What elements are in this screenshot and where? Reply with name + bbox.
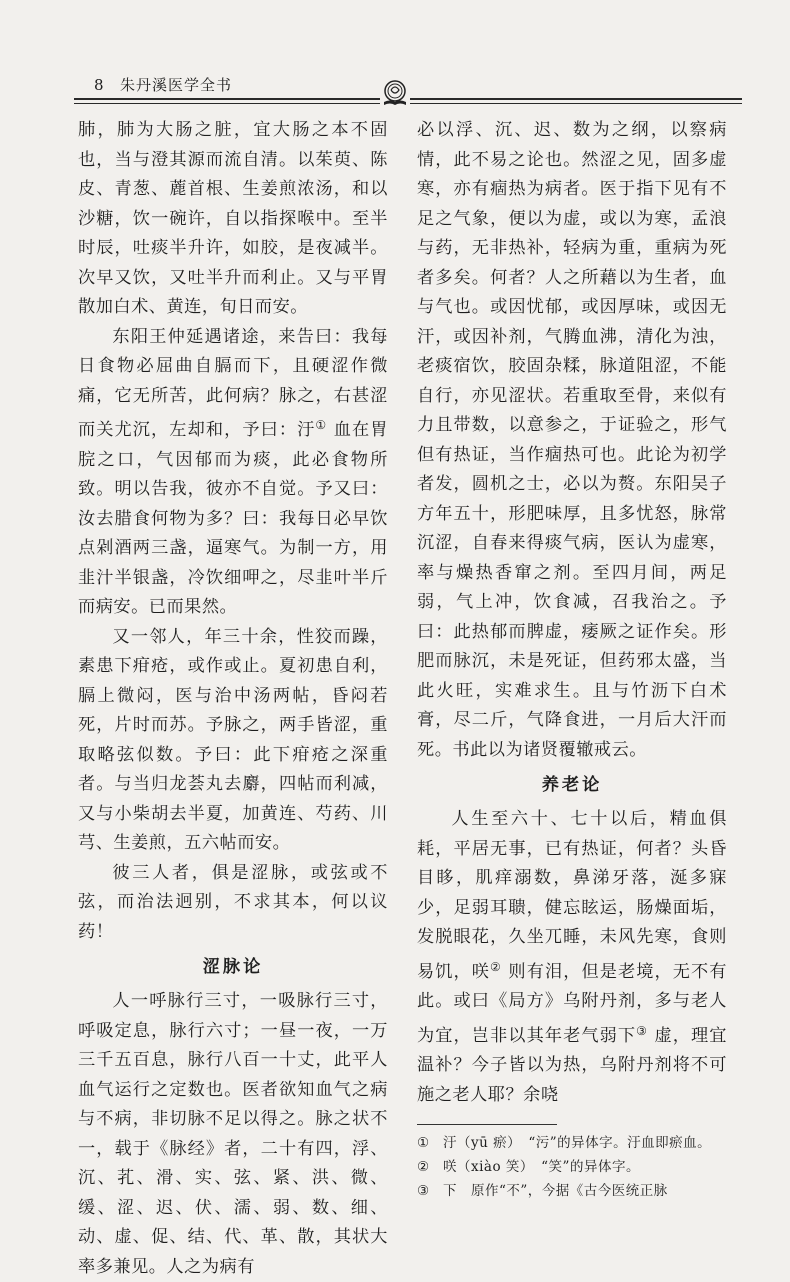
right-column	[417, 116, 727, 1199]
section-title: 涩脉论	[202, 957, 264, 977]
paragraph: 必以浮、沉、迟、数为之纲，以察病情，此不易之论也。然涩之见，固多虚寒，亦有痼热为病者。医于指下见有不足之气象，便以为虚，或以为寒，孟浪与药，无非热补，轻病为重，重病为死者多矣。何者？人之所藉以为生者，血与气也。或因忧郁，或因厚味，或因无汗，或因补剂，气腾血沸，清化为浊，老痰宿饮，胶固杂糅，脉道阻涩，不能自行，亦见涩状。若重取至骨，来似有力且带数，以意参之，于证验之，形气但有热证，当作痼热可也。此论为初学者发，圆机之士，必以为赘。东阳吴子方年五十，形肥味厚，且多忧怒，脉常沉涩，自春来得痰气病，医认为虚寒，率与燥热香窜之剂。至四月间，两足弱，气上冲，饮食减，召我治之。予曰：此热郁而脾虚，痿厥之证作矣。形肥而脉沉，未是死证，但药邪太盛，当此火旺，实难求生。且与竹沥下白术膏，尽二斤，气降食进，一月后大汗而死。书此以为诸贤覆辙戒云。	[417, 120, 727, 760]
paragraph: 彼三人者，俱是涩脉，或弦或不弦，而治法迥别，不求其本，何以议药！	[78, 862, 388, 942]
paragraph	[417, 805, 727, 1110]
paragraph: 人一呼脉行三寸，一吸脉行三寸，呼吸定息，脉行六寸；一昼一夜，一万三千五百息，脉行八百一十丈，此平人血气运行之定数也。医者欲知血气之病与不病，非切脉不足以得之。脉之状不一，载于《脉经》者，二十有四，浮、沉、芤、滑、实、弦、紧、洪、微、缓、涩、迟、伏、濡、弱、数、细、动、虚、促、结、代、革、散，其状大率多兼见。人之为病有	[78, 991, 388, 1277]
paragraph-text: 人生至六十、七十以后，精血俱耗，平居无事，已有热证，何者？头昏目眵，肌痒溺数，鼻涕牙落，涎多寐少，足弱耳聩，健忘眩运，肠燥面垢，发脱眼花，久坐兀睡，未风先寒，食则易饥，咲	[417, 809, 727, 982]
footnote-text: 下 原作“不”，今据《古今医统正脉	[443, 1183, 668, 1199]
footnote-ref: ②	[490, 959, 502, 974]
footnote-mark: ③	[417, 1183, 430, 1199]
page-number: 8	[94, 76, 104, 94]
footnote-ref: ①	[315, 418, 328, 432]
section-title: 养老论	[541, 775, 603, 795]
book-title: 朱丹溪医学全书	[120, 76, 233, 94]
footnote	[417, 1155, 727, 1179]
footnote-ref: ③	[636, 1023, 648, 1038]
footnote	[417, 1131, 727, 1155]
paragraph: 又一邻人，年三十余，性狡而躁，素患下疳疮，或作或止。夏初患自利，膈上微闷，医与治中汤两帖，昏闷若死，片时而苏。予脉之，两手皆涩，重取略弦似数。予曰：此下疳疮之深重者。与当归龙荟丸去麝，四帖而利减，又与小柴胡去半夏，加黄连、芍药、川芎、生姜煎，五六帖而安。	[78, 626, 388, 853]
footnote-rule	[417, 1124, 557, 1125]
footnote	[417, 1179, 727, 1203]
paragraph-text: 虚，理宜温补？今子皆以为热，乌附丹剂将不可施之老人耶？余哓	[417, 1025, 727, 1105]
footnote-mark: ②	[417, 1159, 430, 1175]
footnote-mark: ①	[417, 1135, 430, 1151]
paragraph-text: 东阳王仲延遇诸途，来告曰：我每日食物必屈曲自膈而下，且硬涩作微痛，它无所苦，此何病？脉之，右甚涩而关尤沉，左却和，予曰：汙	[78, 326, 388, 440]
footnote-text: 汙（yū 瘀） “污”的异体字。汙血即瘀血。	[443, 1135, 712, 1151]
paragraph: 肺，肺为大肠之脏，宜大肠之本不固也，当与澄其源而流自清。以茱萸、陈皮、青葱、蔍首根、生姜煎浓汤，和以沙糖，饮一碗许，自以指探喉中。至半时辰，吐痰半升许，如胶，是夜减半。次早又饮，又吐半升而利止。又与平胃散加白术、黄连，旬日而安。	[78, 120, 388, 317]
paragraph	[78, 323, 388, 623]
paragraph-text: 则有泪，但是老境，无不有此。或曰《局方》乌附丹剂，多与老人为宜，岂非以其年老气弱下	[417, 961, 727, 1046]
book-emblem-icon	[380, 78, 410, 108]
paragraph-text: 血在胃脘之口，气因郁而为痰，此必食物所致。明以告我，彼亦不自觉。予又曰：汝去腊食何物为多？曰：我每日必早饮点剁酒两三盏，逼寒气。为制一方，用韭汁半银盏，冷饮细呷之，尽韭叶半斤而病安。已而果然。	[78, 420, 388, 617]
left-column	[78, 116, 388, 1277]
footnote-text: 咲（xiào 笑） “笑”的异体字。	[443, 1159, 640, 1175]
